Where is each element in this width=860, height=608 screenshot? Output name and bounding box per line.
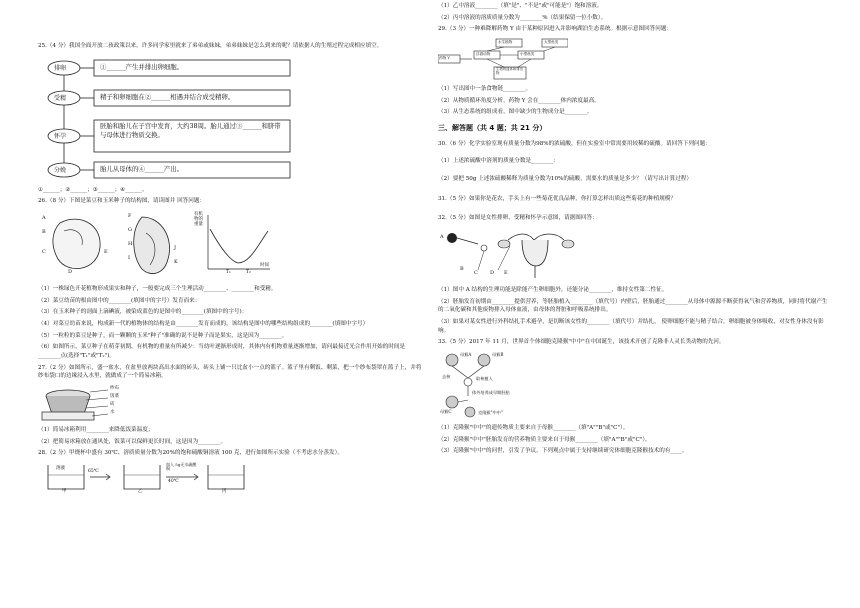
right-column	[438, 2, 828, 459]
q26-graph-xlabel: 时间	[260, 262, 269, 268]
q26-label-A: A	[42, 214, 46, 221]
q28-label-yi: 乙	[138, 488, 143, 494]
q26-figure	[38, 209, 278, 281]
q32-line-1: （1）图中 A 结构的生理功能是除能产生卵细胞外，还能分泌________，维持女性第二性征。	[438, 287, 668, 294]
section-3-heading: 三、解答题（共 4 题；共 21 分）	[438, 123, 547, 132]
q29-stem: 29.（3 分）一种难降解药物 Y 由于某种原因进入并影响湖泊生态系统。根据示意图回答问题：	[438, 26, 673, 33]
q31-stem: 31.（5 分）如果你是花农，手头上有一些菊花优良品种，你打算怎样出质这些菊花的种植规模？	[438, 195, 676, 202]
q26-graph-tick-t1: T₁	[226, 269, 231, 275]
q29-node-plant: 水生植物	[498, 39, 513, 44]
q27-line-2: （2）把简易冰箱放在通风处，饭菜可以保鲜更长时间，这是因为________。	[38, 438, 227, 445]
q28-stem: 28.（2 分）甲烧杯中盛有 30℃、溶质质量分数为20%的饱和硫酸铜溶液 100 克，进行如图所示实验（不考虑水分蒸发）。	[38, 450, 343, 457]
q25-step-3-text: 胚胎和胎儿在子宫中发育，大约38周。胎儿通过③______和脐带与母体进行物质交换。	[100, 121, 281, 140]
q26-label-G: G	[128, 226, 132, 233]
q26-label-B: B	[42, 228, 46, 235]
q25-stem: 25.（4 分）我国全面开放二孩政策以来，许多同学家里就来了弟弟或妹妹，弟弟妹妹是怎么到来的呢？请依据人的生殖过程完成相应填空。	[38, 43, 383, 49]
q25-step-1-text: ①______产生并排出卵细胞。	[100, 62, 184, 71]
q25-flowchart	[38, 54, 298, 182]
q27-stem: 27.（2 分）如图所示，盛一盆水，在盆里放两块高出水面的砖头，砖头上铺一只比盆小一点的篮子。篮子里有剩饭、剩菜，把一个纱布袋罩在篮子上，并将纱布袋口的边缘浸入水里，就做成了一个简易冰箱。	[38, 364, 422, 380]
q26-label-E: E	[104, 248, 108, 255]
q26-label-K: K	[174, 258, 178, 265]
q28-label-jia: 甲	[62, 488, 67, 494]
q27-line-1: （1）简易冰箱利用________来降低饭菜温度；	[38, 426, 154, 433]
q27-label-gauze: 纱布	[110, 385, 119, 391]
q25-step-3-label: 怀孕	[54, 132, 67, 140]
q28-cont-line-1: （1）乙中溶液________（填"是"、"不是"或"可能是"）饱和溶液。	[438, 3, 603, 9]
q33-line-3: （3）克隆猴"中中"的问世，引发了争议。下列观点中属于支持继续研究体细胞克隆猴技术的有____。	[438, 448, 688, 455]
q28-label-bing: 丙	[222, 488, 227, 494]
q27-label-water: 水	[110, 409, 115, 415]
q26-label-C: C	[42, 248, 46, 255]
q25-step-4-text: 胎儿从母体的④______产出。	[100, 164, 184, 173]
q33-line-2: （2）克隆猴"中中"胚胎发育的营养物质主要来自于母猴________（填"A""B"或"C"）。	[438, 436, 651, 443]
q29-line-2: （2）从物质循环角度分析，药物 Y 会在________体内浓度最高。	[438, 97, 600, 104]
q25-step-4-label: 分娩	[54, 166, 67, 174]
q33-label-monkey-c: 母猴C	[440, 409, 452, 414]
q25-flowchart-svg	[38, 54, 298, 182]
q26-label-H: H	[128, 240, 133, 247]
q26-stem: 26.（8 分）下图是菜豆和玉米种子的结构图，请读图并 回答问题：	[38, 198, 206, 205]
q30-line-2: （2）要把 50g 上述浓硫酸稀释为质量分数为10%的硫酸，需要水的质量是多少？（请写出计算过程）	[438, 176, 692, 183]
q27-label-food: 饭菜	[110, 393, 119, 399]
q32-stem: 32.（5 分）如图是女性排卵、受精和怀孕示意图，请据图回答：	[438, 215, 598, 222]
q33-label-nucleus-transfer: 取核植入	[476, 376, 493, 381]
q27-figure	[38, 384, 158, 422]
q30-stem: 30.（6 分）化学实验室现有质量分数为98%的浓硫酸，但在实验室中常需要用较稀的硫酸。请回答下列问题：	[438, 140, 711, 147]
q28-figure	[38, 461, 258, 495]
q33-figure	[438, 350, 558, 420]
q32-line-3: （3）如果对某女性进行外科结扎手术避孕，是切断该女性的________（填代号）并结扎， 使卵细胞不能与精子结合，卵细胞被身体吸收，对女性身体没有影响。	[438, 319, 824, 334]
q33-line-1: （1）克隆猴"中中"的遗传物质主要来自于母猴________（填"A""B"或"C"）。	[438, 425, 629, 431]
q26-label-F: F	[128, 212, 132, 219]
q28-label-add-cuso4: 加入 5g无水硫酸铜	[166, 461, 197, 472]
q28-label-65c: 65℃	[88, 468, 99, 474]
q26-line-4: （4）对菜豆幼苗来说，构成新一代的植物体的结构是由________发育而成的，该结构是图中的哪些结构组成的________(填图中字号）	[38, 320, 369, 327]
q26-line-6: （6）如图所示，菜豆种子在萌芽初期，有机物的重量有所减少：当幼叶逐渐形成时，其体内有机物重量逐渐增加，请问最接近光合作用开始的时间是________点(选择"T₁"或"T₂")。	[38, 344, 406, 359]
q33-stem: 33.（5 分）2017 年 11 月，世界首个体细胞克隆猴"中中"在中国诞生，该技术开创了克隆非人灵长类动物的先河。	[438, 339, 725, 346]
q32-line-2: （2）胚胎发育初期由________提供营养，等胚胎植入________（填代号）内壁后，胚胎通过________从母体中源源不断获得氧气和营养物质，同时将代谢产生的二氧化碳和其他废物排入母体血液，由母体的肾脏和呼吸系统排出。	[438, 298, 828, 314]
q29-node-remains: 生物的遗体和排出物	[496, 66, 524, 75]
q29-figure	[438, 37, 568, 81]
q28-label-40c: 40℃	[168, 478, 179, 484]
q29-line-3: （3）从生态系统的组成看，图中缺少的生物成分是________。	[438, 109, 593, 116]
q26-line-1: （1）一株绿色开花植物形成果实和种子，一般要完成三个生理活动________、________和受精。	[38, 285, 277, 292]
q26-seed-diagram	[38, 209, 278, 281]
q29-node-zooplankton: 浮游动物	[476, 51, 491, 56]
q33-label-zhongzhong: 克隆猴"中中"	[478, 410, 503, 415]
q32-label-B: B	[460, 266, 464, 273]
q28-label-solution: 溶液	[56, 465, 65, 471]
q33-label-monkey-a: 母猴A	[460, 352, 472, 357]
q32-label-E: E	[504, 270, 508, 277]
q26-line-3: （3）在玉米种子的剖面上滴碘液，被染成蓝色的是图中的________(填图中的字号)：	[38, 309, 248, 316]
q26-label-I: I	[128, 254, 130, 261]
q27-label-brick: 砖	[110, 401, 115, 407]
q26-label-D: D	[68, 268, 73, 275]
q29-node-small-fish: 小型鱼类	[520, 51, 535, 56]
q26-graph-ylabel: 有机物的重量	[194, 211, 203, 227]
q28-cont-line-2: （2）丙中溶液的溶质质量分数为________%（结果保留一位小数）。	[438, 14, 607, 21]
q27-fridge-diagram	[38, 384, 158, 422]
q33-label-culture: 体外培养成早期胚胎	[472, 390, 510, 395]
q32-figure	[438, 226, 598, 282]
q26-line-5: （5）一粒粒的菜豆是种子，而一颗颗的玉米"种子"准确的说不是种子而是果实，这是因为________。	[38, 332, 288, 339]
q29-node-drug: 药物 Y	[439, 55, 450, 60]
q26-graph-tick-t2: T₂	[246, 269, 251, 275]
q33-label-monkey-b: 母猴B	[492, 352, 504, 357]
q29-node-big-fish: 大型鱼类	[544, 39, 559, 44]
q32-label-A: A	[440, 234, 444, 241]
q25-blanks: ①______；②______；③______；④______。	[38, 186, 148, 193]
q25-step-2-text: 精子和卵细胞在②______相遇并结合成受精卵。	[100, 92, 235, 101]
q25-step-2-label: 受精	[54, 94, 67, 102]
q25-step-1-label: 排卵	[54, 64, 67, 72]
q26-label-J: J	[174, 244, 177, 251]
q30-line-1: （1）上述浓硫酸中溶剂的质量分数是________：	[438, 158, 560, 165]
q33-label-enucleate: 去核	[442, 374, 451, 379]
q32-label-D: D	[490, 270, 495, 277]
left-column	[38, 40, 426, 499]
q32-label-C: C	[474, 270, 478, 277]
q26-line-2: （2）菜豆幼苗的根由图中的________(填图中的字号）发育而来：	[38, 297, 201, 304]
q29-line-1: （1）写出图中一条食物链________。	[438, 85, 532, 92]
